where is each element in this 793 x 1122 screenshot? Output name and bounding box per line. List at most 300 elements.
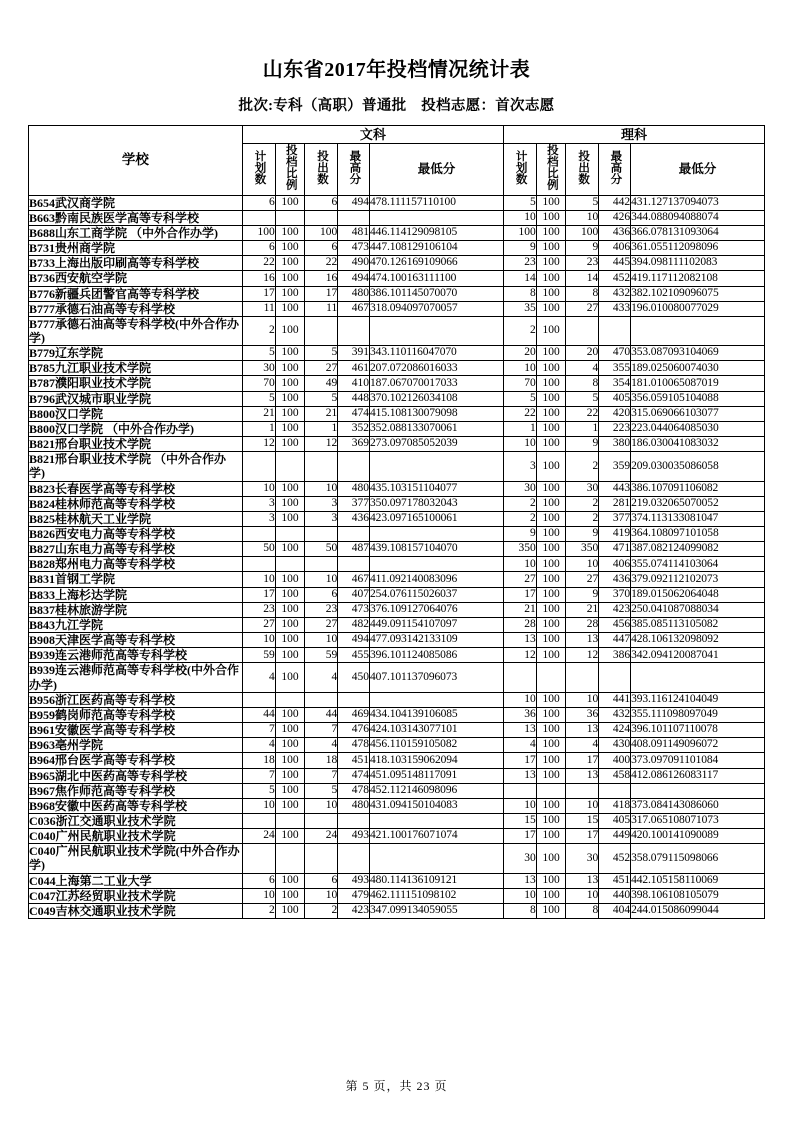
cell-like-plan: 10 xyxy=(503,437,536,452)
cell-wenke-max xyxy=(338,813,370,828)
cell-like-ratio: 100 xyxy=(536,511,566,526)
cell-like-out: 9 xyxy=(566,527,599,542)
cell-like-min xyxy=(631,783,765,798)
cell-like-out: 8 xyxy=(566,286,599,301)
cell-like-max: 452 xyxy=(599,271,631,286)
cell-like-max: 430 xyxy=(599,738,631,753)
cell-like-min: 366.078131093064 xyxy=(631,225,765,240)
cell-wenke-min: 350.097178032043 xyxy=(370,496,504,511)
cell-like-ratio: 100 xyxy=(536,587,566,602)
cell-wenke-min: 480.114136109121 xyxy=(370,873,504,888)
cell-like-max: 458 xyxy=(599,768,631,783)
cell-wenke-ratio: 100 xyxy=(275,783,305,798)
cell-like-ratio: 100 xyxy=(536,225,566,240)
table-row xyxy=(29,496,765,511)
cell-like-ratio: 100 xyxy=(536,572,566,587)
cell-school-name: B823长春医学高等专科学校 xyxy=(29,481,243,496)
cell-wenke-plan: 30 xyxy=(242,361,275,376)
cell-like-max xyxy=(599,783,631,798)
table-row xyxy=(29,798,765,813)
cell-like-max: 443 xyxy=(599,481,631,496)
cell-wenke-min: 462.111151098102 xyxy=(370,888,504,903)
cell-like-ratio: 100 xyxy=(536,316,566,345)
table-row xyxy=(29,361,765,376)
cell-like-plan: 13 xyxy=(503,723,536,738)
cell-like-ratio: 100 xyxy=(536,406,566,421)
cell-like-min: 393.116124104049 xyxy=(631,692,765,707)
cell-like-plan: 35 xyxy=(503,301,536,316)
cell-wenke-plan: 2 xyxy=(242,903,275,918)
table-row xyxy=(29,241,765,256)
cell-like-ratio: 100 xyxy=(536,723,566,738)
cell-like-plan: 2 xyxy=(503,496,536,511)
cell-wenke-min xyxy=(370,692,504,707)
cell-like-max: 406 xyxy=(599,557,631,572)
cell-like-max xyxy=(599,663,631,692)
cell-like-plan: 21 xyxy=(503,602,536,617)
cell-like-plan: 13 xyxy=(503,633,536,648)
cell-like-min: 373.097091101084 xyxy=(631,753,765,768)
cell-school-name: C040广州民航职业技术学院(中外合作办学) xyxy=(29,844,243,873)
table-row xyxy=(29,707,765,722)
table-row xyxy=(29,225,765,240)
cell-like-plan: 1 xyxy=(503,421,536,436)
cell-wenke-min: 396.101124085086 xyxy=(370,648,504,663)
cell-like-min: 408.091149096072 xyxy=(631,738,765,753)
cell-like-plan: 36 xyxy=(503,707,536,722)
cell-like-min: 386.107091106082 xyxy=(631,481,765,496)
cell-school-name: B821邢台职业技术学院 （中外合作办学) xyxy=(29,452,243,481)
cell-school-name: C040广州民航职业技术学院 xyxy=(29,829,243,844)
cell-like-ratio: 100 xyxy=(536,738,566,753)
table-row xyxy=(29,346,765,361)
cell-like-min: 186.030041083032 xyxy=(631,437,765,452)
page-footer: 第 5 页，共 23 页 xyxy=(345,1079,448,1093)
cell-school-name: B833上海杉达学院 xyxy=(29,587,243,602)
cell-wenke-out xyxy=(305,692,338,707)
cell-like-ratio: 100 xyxy=(536,844,566,873)
cell-wenke-out: 3 xyxy=(305,511,338,526)
cell-wenke-ratio: 100 xyxy=(275,316,305,345)
cell-like-ratio: 100 xyxy=(536,346,566,361)
cell-like-max: 424 xyxy=(599,723,631,738)
cell-wenke-ratio xyxy=(275,813,305,828)
cell-like-max: 386 xyxy=(599,648,631,663)
table-row xyxy=(29,452,765,481)
cell-wenke-out: 21 xyxy=(305,406,338,421)
cell-like-out: 10 xyxy=(566,692,599,707)
cell-wenke-max: 469 xyxy=(338,707,370,722)
cell-like-ratio: 100 xyxy=(536,873,566,888)
cell-like-plan: 22 xyxy=(503,406,536,421)
cell-like-min: 344.088094088074 xyxy=(631,210,765,225)
cell-like-max: 456 xyxy=(599,617,631,632)
cell-wenke-min: 434.104139106085 xyxy=(370,707,504,722)
cell-like-ratio: 100 xyxy=(536,903,566,918)
cell-wenke-min: 411.092140083096 xyxy=(370,572,504,587)
cell-like-out: 22 xyxy=(566,406,599,421)
cell-wenke-min: 423.097165100061 xyxy=(370,511,504,526)
table-row xyxy=(29,663,765,692)
cell-wenke-min: 451.095148117091 xyxy=(370,768,504,783)
cell-wenke-ratio: 100 xyxy=(275,361,305,376)
cell-wenke-ratio: 100 xyxy=(275,286,305,301)
cell-wenke-plan: 10 xyxy=(242,572,275,587)
cell-wenke-plan: 12 xyxy=(242,437,275,452)
cell-like-out: 36 xyxy=(566,707,599,722)
cell-wenke-ratio: 100 xyxy=(275,256,305,271)
cell-wenke-max: 494 xyxy=(338,195,370,210)
column-group-wenke: 文科 xyxy=(242,126,503,144)
cell-like-min: 355.074114103064 xyxy=(631,557,765,572)
cell-wenke-min: 370.102126034108 xyxy=(370,391,504,406)
cell-wenke-min: 347.099134059055 xyxy=(370,903,504,918)
cell-like-ratio: 100 xyxy=(536,813,566,828)
table-row xyxy=(29,542,765,557)
cell-wenke-max: 436 xyxy=(338,511,370,526)
cell-wenke-min: 446.114129098105 xyxy=(370,225,504,240)
table-row xyxy=(29,286,765,301)
cell-like-ratio: 100 xyxy=(536,707,566,722)
cell-wenke-min xyxy=(370,527,504,542)
cell-wenke-plan: 70 xyxy=(242,376,275,391)
cell-like-min: 379.092112102073 xyxy=(631,572,765,587)
cell-wenke-max: 478 xyxy=(338,783,370,798)
cell-like-max: 447 xyxy=(599,633,631,648)
cell-wenke-max: 377 xyxy=(338,496,370,511)
cell-like-max: 442 xyxy=(599,195,631,210)
cell-wenke-plan: 10 xyxy=(242,888,275,903)
cell-wenke-min: 415.108130079098 xyxy=(370,406,504,421)
cell-like-max: 426 xyxy=(599,210,631,225)
cell-like-ratio: 100 xyxy=(536,602,566,617)
cell-like-min: 353.087093104069 xyxy=(631,346,765,361)
cell-like-out: 13 xyxy=(566,768,599,783)
cell-like-plan: 2 xyxy=(503,511,536,526)
cell-school-name: B964邢台医学高等专科学校 xyxy=(29,753,243,768)
table-row xyxy=(29,617,765,632)
cell-like-out: 20 xyxy=(566,346,599,361)
cell-school-name: B959鹤岗师范高等专科学校 xyxy=(29,707,243,722)
cell-like-plan: 5 xyxy=(503,391,536,406)
cell-like-max: 470 xyxy=(599,346,631,361)
cell-wenke-plan: 17 xyxy=(242,286,275,301)
cell-like-min: 317.065108071073 xyxy=(631,813,765,828)
cell-like-plan: 100 xyxy=(503,225,536,240)
cell-wenke-out xyxy=(305,557,338,572)
cell-wenke-max: 369 xyxy=(338,437,370,452)
cell-wenke-ratio: 100 xyxy=(275,768,305,783)
cell-wenke-ratio: 100 xyxy=(275,406,305,421)
cell-like-max: 441 xyxy=(599,692,631,707)
cell-wenke-out: 12 xyxy=(305,437,338,452)
cell-wenke-min: 449.091154107097 xyxy=(370,617,504,632)
cell-school-name: B827山东电力高等专科学校 xyxy=(29,542,243,557)
cell-wenke-max xyxy=(338,452,370,481)
cell-wenke-ratio: 100 xyxy=(275,723,305,738)
cell-wenke-min: 439.108157104070 xyxy=(370,542,504,557)
cell-like-min: 219.032065070052 xyxy=(631,496,765,511)
table-row xyxy=(29,723,765,738)
cell-like-min: 431.127137094073 xyxy=(631,195,765,210)
cell-wenke-plan: 24 xyxy=(242,829,275,844)
cell-wenke-ratio: 100 xyxy=(275,903,305,918)
cell-wenke-min: 376.109127064076 xyxy=(370,602,504,617)
cell-school-name: B800汉口学院 xyxy=(29,406,243,421)
cell-school-name: B733上海出版印刷高等专科学校 xyxy=(29,256,243,271)
cell-like-min: 373.084143086060 xyxy=(631,798,765,813)
cell-like-max: 405 xyxy=(599,391,631,406)
cell-like-min: 385.085113105082 xyxy=(631,617,765,632)
cell-wenke-max: 480 xyxy=(338,286,370,301)
cell-like-ratio: 100 xyxy=(536,376,566,391)
cell-like-min: 189.015062064048 xyxy=(631,587,765,602)
cell-wenke-max: 467 xyxy=(338,572,370,587)
cell-school-name: B843九江学院 xyxy=(29,617,243,632)
cell-school-name: B837桂林旅游学院 xyxy=(29,602,243,617)
cell-like-min: 181.010065087019 xyxy=(631,376,765,391)
cell-wenke-min: 431.094150104083 xyxy=(370,798,504,813)
cell-wenke-ratio: 100 xyxy=(275,391,305,406)
table-row xyxy=(29,572,765,587)
table-row xyxy=(29,873,765,888)
cell-like-out: 10 xyxy=(566,798,599,813)
cell-like-plan: 5 xyxy=(503,195,536,210)
table-row xyxy=(29,527,765,542)
cell-like-max xyxy=(599,316,631,345)
cell-wenke-ratio: 100 xyxy=(275,633,305,648)
cell-wenke-out: 10 xyxy=(305,481,338,496)
table-row xyxy=(29,391,765,406)
cell-like-min: 387.082124099082 xyxy=(631,542,765,557)
cell-wenke-min: 187.067070017033 xyxy=(370,376,504,391)
cell-like-ratio: 100 xyxy=(536,361,566,376)
cell-wenke-max: 474 xyxy=(338,406,370,421)
cell-wenke-min xyxy=(370,813,504,828)
cell-wenke-plan: 21 xyxy=(242,406,275,421)
cell-wenke-max: 494 xyxy=(338,271,370,286)
cell-like-plan: 28 xyxy=(503,617,536,632)
cell-like-min: 189.025060074030 xyxy=(631,361,765,376)
cell-wenke-plan: 18 xyxy=(242,753,275,768)
cell-wenke-out: 17 xyxy=(305,286,338,301)
column-header-wenke-out: 投出数 xyxy=(305,144,338,196)
cell-like-max: 433 xyxy=(599,301,631,316)
cell-like-plan: 8 xyxy=(503,903,536,918)
cell-wenke-min: 424.103143077101 xyxy=(370,723,504,738)
cell-like-max: 404 xyxy=(599,903,631,918)
cell-like-out: 8 xyxy=(566,903,599,918)
cell-like-min: 315.069066103077 xyxy=(631,406,765,421)
cell-like-plan: 8 xyxy=(503,286,536,301)
cell-like-max: 281 xyxy=(599,496,631,511)
cell-like-out: 2 xyxy=(566,452,599,481)
cell-like-ratio: 100 xyxy=(536,798,566,813)
cell-wenke-out: 11 xyxy=(305,301,338,316)
cell-like-min: 398.106108105079 xyxy=(631,888,765,903)
cell-like-out: 4 xyxy=(566,738,599,753)
cell-wenke-min: 407.101137096073 xyxy=(370,663,504,692)
cell-wenke-max: 481 xyxy=(338,225,370,240)
cell-like-max: 359 xyxy=(599,452,631,481)
cell-wenke-out: 24 xyxy=(305,829,338,844)
cell-wenke-min: 418.103159062094 xyxy=(370,753,504,768)
cell-wenke-out: 44 xyxy=(305,707,338,722)
table-row xyxy=(29,437,765,452)
cell-wenke-out: 10 xyxy=(305,572,338,587)
cell-like-max: 451 xyxy=(599,873,631,888)
cell-like-out: 2 xyxy=(566,496,599,511)
cell-like-max: 440 xyxy=(599,888,631,903)
cell-wenke-max: 391 xyxy=(338,346,370,361)
cell-like-ratio: 100 xyxy=(536,195,566,210)
cell-like-ratio: 100 xyxy=(536,557,566,572)
cell-like-out: 28 xyxy=(566,617,599,632)
table-row xyxy=(29,421,765,436)
cell-wenke-out: 49 xyxy=(305,376,338,391)
cell-wenke-out: 5 xyxy=(305,346,338,361)
cell-school-name: B731贵州商学院 xyxy=(29,241,243,256)
cell-wenke-plan: 100 xyxy=(242,225,275,240)
cell-wenke-plan: 17 xyxy=(242,587,275,602)
cell-like-plan: 20 xyxy=(503,346,536,361)
cell-wenke-ratio: 100 xyxy=(275,753,305,768)
cell-wenke-max: 478 xyxy=(338,738,370,753)
column-header-like-plan: 计划数 xyxy=(503,144,536,196)
cell-like-out: 13 xyxy=(566,723,599,738)
cell-school-name: B961安徽医学高等专科学校 xyxy=(29,723,243,738)
cell-wenke-ratio xyxy=(275,452,305,481)
cell-wenke-plan: 11 xyxy=(242,301,275,316)
cell-like-max: 436 xyxy=(599,572,631,587)
cell-wenke-out: 16 xyxy=(305,271,338,286)
cell-school-name: B796武汉城市职业学院 xyxy=(29,391,243,406)
cell-wenke-min: 452.112146098096 xyxy=(370,783,504,798)
cell-like-ratio: 100 xyxy=(536,286,566,301)
cell-wenke-plan: 44 xyxy=(242,707,275,722)
cell-wenke-min: 421.100176071074 xyxy=(370,829,504,844)
cell-wenke-ratio: 100 xyxy=(275,301,305,316)
cell-wenke-max: 467 xyxy=(338,301,370,316)
cell-wenke-plan: 3 xyxy=(242,496,275,511)
cell-like-ratio xyxy=(536,663,566,692)
table-group-header-row xyxy=(29,126,765,144)
column-group-like: 理科 xyxy=(503,126,764,144)
cell-like-ratio: 100 xyxy=(536,241,566,256)
cell-like-plan: 10 xyxy=(503,888,536,903)
cell-wenke-plan: 1 xyxy=(242,421,275,436)
cell-like-max: 223 xyxy=(599,421,631,436)
cell-like-plan: 13 xyxy=(503,768,536,783)
cell-like-max: 449 xyxy=(599,829,631,844)
cell-wenke-out xyxy=(305,813,338,828)
cell-school-name: B824桂林师范高等专科学校 xyxy=(29,496,243,511)
cell-wenke-ratio: 100 xyxy=(275,888,305,903)
cell-like-plan: 3 xyxy=(503,452,536,481)
cell-like-ratio: 100 xyxy=(536,271,566,286)
cell-like-ratio: 100 xyxy=(536,452,566,481)
cell-wenke-min: 386.101145070070 xyxy=(370,286,504,301)
table-row xyxy=(29,692,765,707)
cell-wenke-min xyxy=(370,844,504,873)
cell-like-plan: 350 xyxy=(503,542,536,557)
cell-like-min: 396.101107110078 xyxy=(631,723,765,738)
cell-wenke-out: 10 xyxy=(305,633,338,648)
cell-wenke-out: 4 xyxy=(305,738,338,753)
cell-like-out: 10 xyxy=(566,557,599,572)
cell-wenke-max: 451 xyxy=(338,753,370,768)
table-row xyxy=(29,481,765,496)
table-row xyxy=(29,783,765,798)
cell-like-plan: 4 xyxy=(503,738,536,753)
cell-wenke-out: 27 xyxy=(305,361,338,376)
cell-like-ratio: 100 xyxy=(536,256,566,271)
cell-wenke-max xyxy=(338,692,370,707)
cell-like-out: 17 xyxy=(566,753,599,768)
cell-like-min: 358.079115098066 xyxy=(631,844,765,873)
cell-wenke-out: 2 xyxy=(305,903,338,918)
cell-wenke-max: 474 xyxy=(338,768,370,783)
cell-like-max: 432 xyxy=(599,286,631,301)
cell-like-ratio: 100 xyxy=(536,888,566,903)
cell-like-out: 1 xyxy=(566,421,599,436)
cell-wenke-out: 22 xyxy=(305,256,338,271)
cell-like-out: 5 xyxy=(566,391,599,406)
cell-wenke-max: 461 xyxy=(338,361,370,376)
cell-school-name: B779辽东学院 xyxy=(29,346,243,361)
cell-wenke-ratio xyxy=(275,210,305,225)
cell-like-min: 419.117112082108 xyxy=(631,271,765,286)
cell-wenke-ratio: 100 xyxy=(275,572,305,587)
cell-wenke-ratio: 100 xyxy=(275,798,305,813)
cell-school-name: B908天津医学高等专科学校 xyxy=(29,633,243,648)
cell-school-name: C044上海第二工业大学 xyxy=(29,873,243,888)
cell-wenke-out: 5 xyxy=(305,391,338,406)
cell-wenke-ratio: 100 xyxy=(275,873,305,888)
cell-like-out: 5 xyxy=(566,195,599,210)
cell-wenke-max: 473 xyxy=(338,602,370,617)
cell-like-out: 30 xyxy=(566,481,599,496)
cell-like-out: 10 xyxy=(566,210,599,225)
cell-wenke-max: 493 xyxy=(338,829,370,844)
cell-like-min: 250.041087088034 xyxy=(631,602,765,617)
cell-wenke-ratio: 100 xyxy=(275,496,305,511)
cell-wenke-out xyxy=(305,452,338,481)
cell-wenke-out: 59 xyxy=(305,648,338,663)
cell-like-plan: 10 xyxy=(503,557,536,572)
cell-school-name: B777承德石油高等专科学校 xyxy=(29,301,243,316)
column-header-like-max: 最高分 xyxy=(599,144,631,196)
cell-wenke-min: 273.097085052039 xyxy=(370,437,504,452)
cell-like-out: 30 xyxy=(566,844,599,873)
cell-wenke-plan: 59 xyxy=(242,648,275,663)
cell-wenke-max: 480 xyxy=(338,798,370,813)
cell-school-name: C047江苏经贸职业技术学院 xyxy=(29,888,243,903)
cell-wenke-plan: 7 xyxy=(242,723,275,738)
cell-wenke-plan: 2 xyxy=(242,316,275,345)
table-row xyxy=(29,587,765,602)
cell-wenke-min: 435.103151104077 xyxy=(370,481,504,496)
cell-like-min: 355.111098097049 xyxy=(631,707,765,722)
cell-school-name: B785九江职业技术学院 xyxy=(29,361,243,376)
cell-wenke-out xyxy=(305,844,338,873)
table-body xyxy=(29,195,765,919)
cell-school-name: B967焦作师范高等专科学校 xyxy=(29,783,243,798)
cell-like-max: 354 xyxy=(599,376,631,391)
cell-school-name: B821邢台职业技术学院 xyxy=(29,437,243,452)
cell-like-out: 350 xyxy=(566,542,599,557)
cell-wenke-plan xyxy=(242,692,275,707)
